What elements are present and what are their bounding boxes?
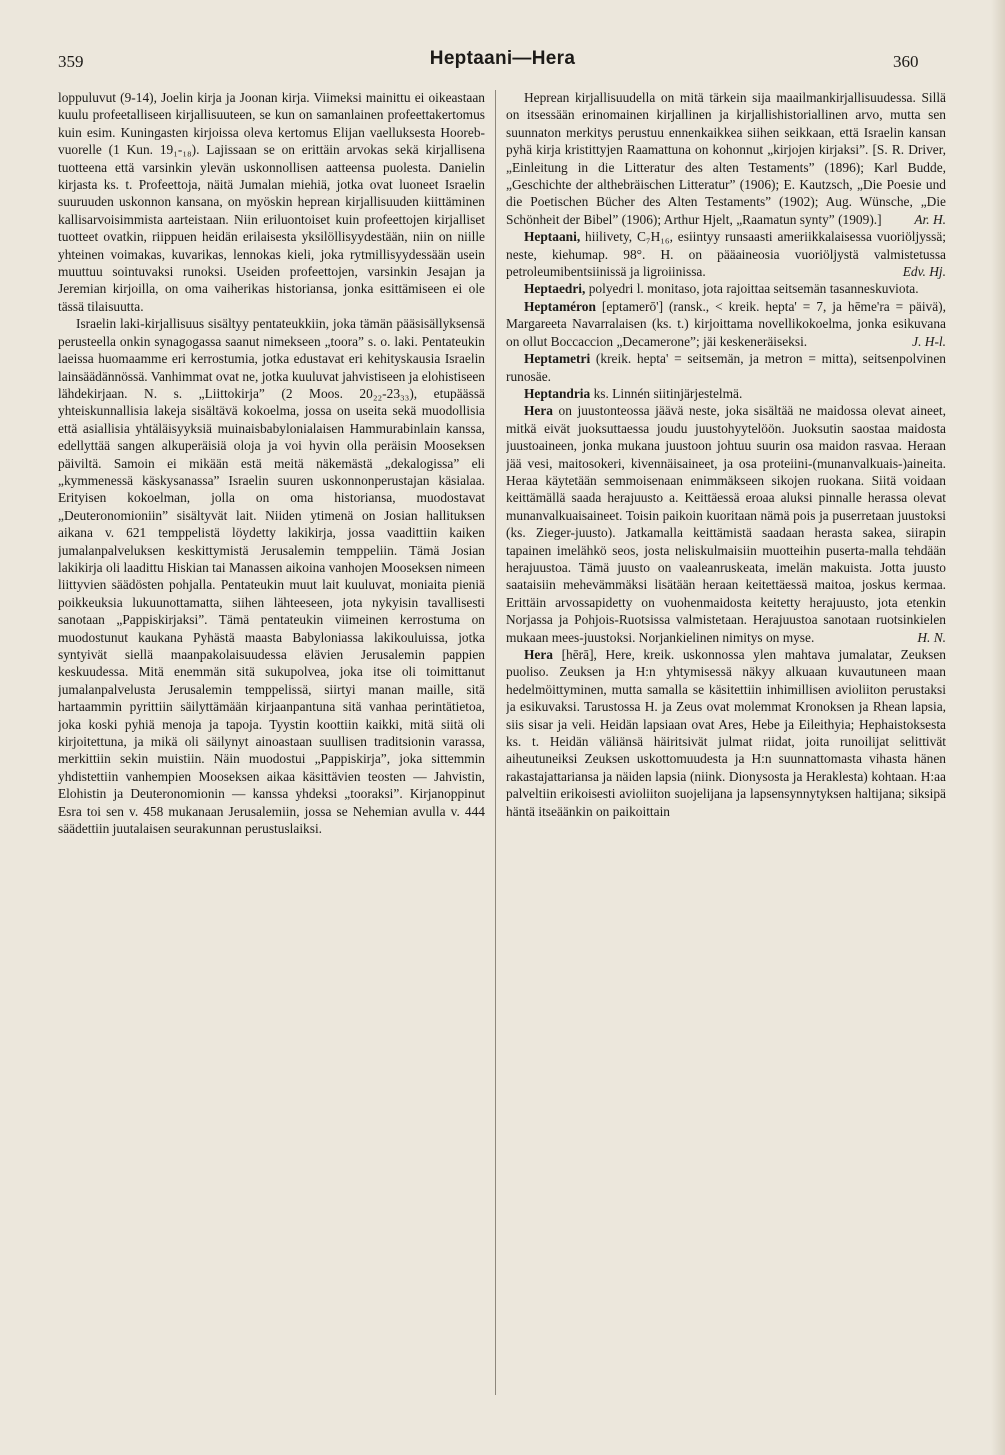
page-spine-shadow [991, 0, 1005, 1455]
entry-signature: H. N. [917, 629, 946, 645]
entry-heptandria [506, 385, 946, 402]
entry-signature: J. H-l. [912, 333, 946, 349]
entry-heptametri [506, 350, 946, 385]
entry-headword: Heptaani, [524, 229, 581, 245]
left-paragraph-2: Israelin laki-kirjallisuus sisältyy pentateukkiin, joka tämän pääsisällyksensä perusteella onkin synagogassa saanut nimekseen „toora” s. o. laki. Pentateukin laeissa huomaamme eri kerrostumia, jotka edustavat eri kehityskausia Israelin lainsäädännössä. Vanhimmat ovat ne, jotka kuuluvat jahvistiseen ja elohistiseen lähdekirjaan. N. s. „Liittokirja” (2 Moos. 20₂₂-23₃₃), etupäässä yhteiskunnallisia lakeja sisältävä kokoelma, jossa on useita sekä muodollisia että asiallisia yhtäläisyyksiä muinaisbabylonialaisen Hammurabinlain kanssa, edellyttää sangen alkuperäisiä oloja ja voi hyvin olla peräisin Mooseksen päiviltä. Samoin ei mikään estä meitä näkemästä „dekalogissa” eli „kymmenessä käskysanassa” Israelin suuren uskonnonperustajan käsialaa. Erityisen kokoelman, jolla on oma historiansa, muodostavat „Deuteronomioniin” sisältyvät lait. Niiden ytimenä on Josian hallituksen aikana v. 621 temppelistä löydetty lakikirja, jossa vaadittiin kaiken jumalanpalveluksen keskittymistä Jerusalemin temppeliin. Tämä Josian lakikirja oli laadittu Hiskian tai Manassen aikoina vanhojen Mooseksen nimeen liittyvien säädösten pohjalla. Pentateukin muut lait kuuluvat, moniaita pieniä poikkeuksia lukuunottamatta, siihen lähteeseen, jota nykyisin tavallisesti sanotaan „Pappiskirjaksi”. Tämä pentateukin viimeinen kerrostuma on muodostunut kaukana Pyhästä maasta Babyloniassa lakikouluissa, jotka syntyivät siellä maanpakolaisuudessa elävien Jerusalemin pappien keskuudessa. Mitä enemmän sitä sukupolvea, joka itse oli toimittanut jumalanpalvelusta Jerusalemin temppelissä, siirtyi manan maille, sitä hartaammin pyrittiin säilyttämään kirjaanpantuna sitä vanhaa perintätietoa, joka koski pyhiä menoja ja tapoja. Tyystin koottiin kaikki, mitä siitä oli kirjoitettuna, ja mikä oli säilynyt ainoastaan suullisen traditsionin varassa, merkittiin sekin muistiin. Näin muodostui „Pappiskirja”, joka sittemmin yhdistettiin vanhempien Mooseksen aikaa käsittävien teosten — Jahvistin, Elohistin ja Deuteronomionin — kanssa yhdeksi „tooraksi”. Kirjanoppinut Esra toi sen v. 458 mukanaan Jerusalemiin, jossa se Nehemian avulla v. 444 säädettiin juutalaisen seurakunnan perustuslaiksi. [58, 316, 485, 837]
entry-text: hiilivety, C₇H₁₆, esiintyy runsaasti ameriikkalaisessa vuoriöljyssä; neste, kiehumap. 98°. H. on pääaineosia vuoriöljystä valmistetussa petroleumibentsiinissä ja ligroiinissa. [506, 229, 946, 280]
right-column [506, 89, 946, 1411]
running-title: Heptaani—Hera [429, 48, 576, 69]
entry-heprean-kirjallisuus [506, 89, 946, 228]
entry-headword: Heptaedri, [524, 281, 586, 297]
left-page-number: 359 [58, 52, 84, 71]
right-page-number: 360 [893, 52, 919, 71]
entry-heptaani [506, 228, 946, 280]
entry-text: (kreik. hepta' = seitsemän, ja metron = mitta), seitsenpolvinen runosäe. [506, 351, 946, 384]
entry-hera-jumalatar [506, 646, 946, 820]
entry-text: Heprean kirjallisuudella on mitä tärkein sija maailmankirjallisuudessa. Sillä on itsessään erinomainen kirjallinen ja kirjallishistoriallinen arvo, mutta sen suunnaton merkitys perustuu ennenkaikkea siihen seikkaan, että Israelin kansan pyhä kirja kristittyjen Raamattuna on kohonnut „kirjojen kirjaksi”. [S. R. Driver, „Einleitung in die Litteratur des alten Testaments” (1896); Karl Budde, „Geschichte der althebräischen Litteratur” (1906); E. Kautzsch, „Die Poesie und die Poetischen Bücher des Alten Testaments” (1902); Aug. Wünsche, „Die Schönheit der Bibel” (1906); Arthur Hjelt, „Raamatun synty” (1909).] [506, 90, 946, 227]
entry-headword: Heptandria [524, 385, 591, 401]
entry-text: [hērā], Here, kreik. uskonnossa ylen mahtava jumalatar, Zeuksen puoliso. Zeuksen ja H:n yhtymisessä näkyy alkuaan kuvautuneen maan hedelmöittyminen, mutta samalla se käsitettiin inhimillisen avioliiton perustaksi ja esikuvaksi. Tarustossa H. ja Zeus ovat molemmat Kronoksen ja Rhean lapsia, siis sisar ja veli. Heidän lapsiaan ovat Ares, Hebe ja Eileithyia; Hephaistoksesta ks. t. Heidän väliänsä häiritsivät julmat riidat, joita runoilijat selittivät aiheutuneiksi Zeuksen uskottomuudesta ja H:n suunnattomasta vihasta hänen rakastajattariansa ja näiden lapsia (niink. Dionysosta ja Heraklesta) kohtaan. H:aa palveltiin erikoisesti avioliiton suojelijana ja lapsensynnytyksen haltijana; siksipä häntä itseäänkin on paikoittain [506, 647, 946, 819]
column-divider [495, 90, 496, 1395]
entry-headword: Hera [524, 647, 553, 662]
entry-headword: Heptametri [524, 351, 591, 367]
entry-signature: Ar. H. [914, 211, 946, 227]
entry-heptameron [506, 298, 946, 350]
entry-hera-neste [506, 402, 946, 646]
page-header [0, 48, 1005, 82]
left-paragraph-1: loppuluvut (9-14), Joelin kirja ja Joonan kirja. Viimeksi mainittu ei oikeastaan kuulu profeetalliseen kirjallisuuteen, se kun on samanlainen profeettakertomus kuin esim. Kuningasten kirjoissa oleva kertomus Elijan vaelluksesta Hooreb-vuorelle (1 Kun. 19₁-₁₈). Lajissaan se on erittäin arvokas sekä kirjallisena tuotteena että varsinkin ylevän uskonnollisen aatteensa puolesta. Danielin kirjasta ks. t. Profeettoja, näitä Jumalan miehiä, jotka ovat luoneet Israelin suuruuden uskonnon kansana, on myöskin heprean kirjallisuuden kiittäminen kallisarvoisimmista aarteistaan. Niin eriluontoiset kuin profeettojen kirjalliset tuotteet ovatkin, riippuen heidän erilaisesta yksilöllisyydestään, niin on niille yhteinen voimakas, kuvarikas, lennokas kieli, joka rytmillisyydessään usein muuttuu sointuvaksi runoksi. Useiden profeettojen, varsinkin Jesajan ja Jeremian kirjoilla, on oma vaiherikas historiansa, jonka esittämiseen ei ole tässä tilaisuutta. [58, 90, 485, 314]
entry-heptaedri [506, 280, 946, 297]
entry-signature: Edv. Hj. [902, 264, 946, 280]
left-column [58, 89, 485, 1411]
entry-text: [eptamerō'] (ransk., < kreik. hepta' = 7, ja hēme'ra = päivä), Margareeta Navarralaisen (ks. t.) kirjoittama novellikokoelma, jonka esikuvana on ollut Boccaccion „Decamerone”; jäi keskeneräiseksi. [506, 298, 946, 349]
entry-text: ks. Linnén siitinjärjestelmä. [593, 385, 743, 401]
entry-text: polyedri l. monitaso, jota rajoittaa seitsemän tasanneskuviota. [588, 281, 919, 297]
entry-headword: Heptaméron [524, 298, 596, 314]
entry-headword: Hera [524, 403, 553, 419]
entry-text: on juustonteossa jäävä neste, joka sisältää ne maidossa olevat aineet, mitkä eivät juoksuttaessa joudu juustohyytelöön. Juoksutin saostaa maidosta juustoaineen, jonka mukana juustoon johtuu suurin osa maidon rasvaa. Heraan jää vesi, maitosokeri, kivennäisaineet, ja osa proteiini-(munanvalkuais-)aineita. Heraa käytetään semmoisenaan enimmäkseen sikojen ruokana. Siitä voidaan keittämällä saada herajuusto a. Keittäessä eroaa aluksi pinnalle herassa olevat munanvalkuaisaineet. Toisin paikoin kuoritaan nämä pois ja puserretaan juustoksi (ks. Zieger-juusto). Jatkamalla keittämistä saadaan herasta sakea, siirapin tapainen imelähkö seos, josta neliskulmaisiin muotteihin puserta-malla tehdään herajuustoa. Tämä juusto on vaaleanruskeata, imelän makuista. Jotta juusto saataisiin mehevämmäksi lisätään heraan keitettäessä maitoa, joskus kermaa. Erittäin arvossapidetty on vuohenmaidosta keitetty herajuusto, jota etenkin Norjassa ja Pohjois-Ruotsissa valmistetaan. Herajuustoa sanotaan ruotsinkielen mukaan mees-juustoksi. Norjankielinen nimitys on myse. [506, 403, 946, 645]
